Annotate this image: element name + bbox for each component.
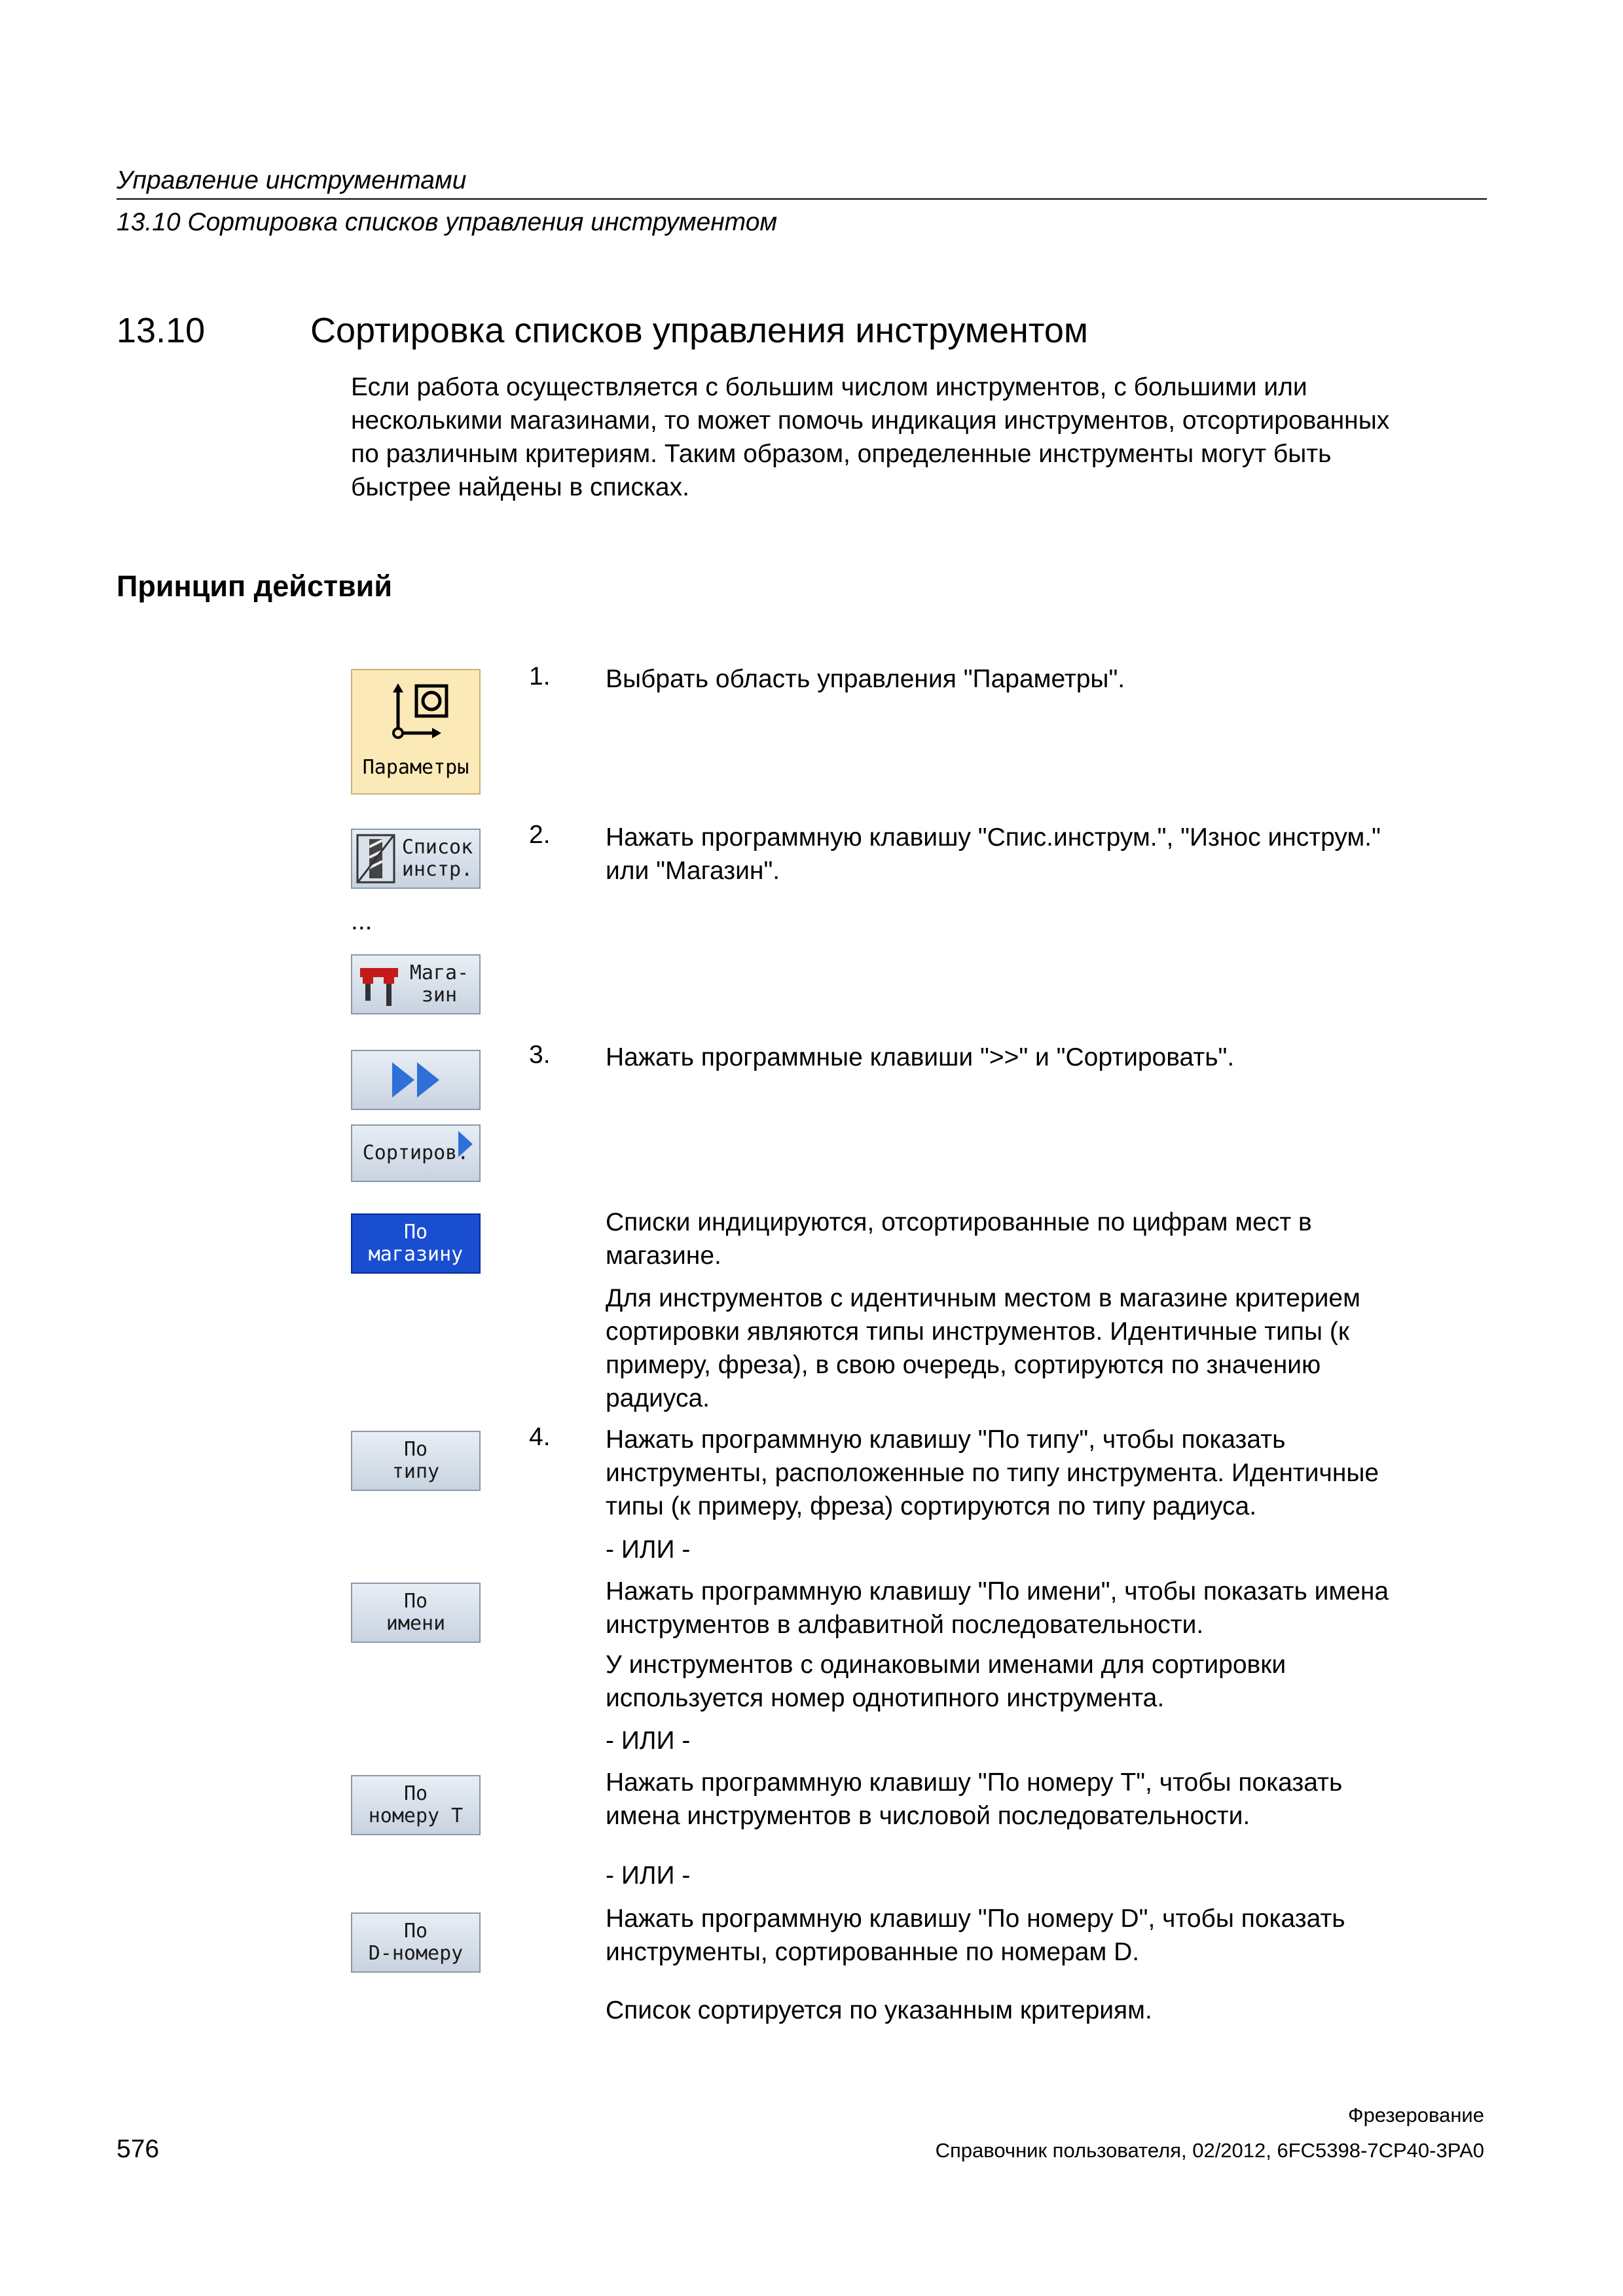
- description-line: примеру, фреза), в свою очередь, сортируются по значению: [606, 1351, 1321, 1379]
- description-line: используется номер однотипного инструмента.: [606, 1684, 1165, 1712]
- step-text-line: или "Магазин".: [606, 857, 780, 885]
- tool-list-label-1: Список: [401, 836, 473, 859]
- step-text-line: инструменты, расположенные по типу инструмента. Идентичные: [606, 1459, 1379, 1487]
- description-line: инструментов в алфавитной последовательности.: [606, 1611, 1204, 1639]
- running-header-chapter: Управление инструментами: [117, 166, 467, 194]
- magazine-icon: [359, 961, 399, 1007]
- description-line: Нажать программную клавишу "По номеру D", чтобы показать: [606, 1905, 1345, 1933]
- by-dnum-softkey[interactable]: [351, 1912, 481, 1973]
- step-text-line: Нажать программную клавишу "Спис.инструм.", "Износ инструм.": [606, 823, 1381, 852]
- magazine-sort-description-2: [606, 1282, 1489, 1415]
- step-1-text: [606, 662, 1489, 696]
- description-line: сортировки являются типы инструментов. Идентичные типы (к: [606, 1318, 1349, 1346]
- magazine-label-2: зин: [421, 984, 458, 1007]
- tool-list-icon: [356, 834, 395, 884]
- step-4-number: 4.: [529, 1423, 551, 1451]
- section-title: Сортировка списков управления инструментом: [310, 311, 1089, 350]
- magazine-sort-description: [606, 1206, 1489, 1272]
- intro-line: Если работа осуществляется с большим числом инструментов, с большими или: [351, 373, 1307, 401]
- parameters-key[interactable]: [351, 669, 481, 795]
- by-name-softkey[interactable]: [351, 1583, 481, 1643]
- tool-list-softkey[interactable]: [351, 829, 481, 889]
- intro-line: несколькими магазинами, то может помочь индикация инструментов, отсортированных: [351, 406, 1390, 435]
- footer-manual: Справочник пользователя, 02/2012, 6FC5398-7CP40-3PA0: [935, 2139, 1484, 2162]
- header-rule: [117, 198, 1487, 200]
- parameters-key-label: Параметры: [362, 756, 469, 779]
- description-line: Списки индицируются, отсортированные по цифрам мест в: [606, 1208, 1312, 1236]
- ellipsis: ...: [351, 907, 373, 935]
- tnum-sort-description: [606, 1766, 1489, 1833]
- or-separator-1: - ИЛИ -: [606, 1535, 691, 1564]
- name-sort-description: [606, 1575, 1489, 1641]
- by-name-label-2: имени: [386, 1612, 446, 1635]
- by-tnum-softkey[interactable]: [351, 1775, 481, 1835]
- step-2-text: [606, 821, 1489, 888]
- by-name-label-1: По: [403, 1590, 428, 1613]
- page-number: 576: [117, 2135, 160, 2163]
- magazine-label-1: Мага-: [409, 961, 469, 984]
- or-separator-3: - ИЛИ -: [606, 1861, 691, 1890]
- double-right-arrow-icon: [390, 1060, 442, 1100]
- step-text-line: Нажать программную клавишу "По типу", чтобы показать: [606, 1426, 1286, 1454]
- tool-list-label-2: инстр.: [401, 858, 473, 881]
- final-result-text: Список сортируется по указанным критериям.: [606, 1996, 1152, 2024]
- by-type-label-2: типу: [392, 1460, 440, 1483]
- sort-label: Сортиров.: [362, 1141, 469, 1164]
- description-line: радиуса.: [606, 1384, 710, 1412]
- step-3-text: [606, 1041, 1489, 1074]
- description-line: Нажать программную клавишу "По имени", чтобы показать имена: [606, 1577, 1389, 1605]
- by-type-label-1: По: [403, 1438, 428, 1461]
- step-text-line: Выбрать область управления "Параметры".: [606, 665, 1125, 693]
- section-number: 13.10: [117, 311, 206, 350]
- dnum-sort-description: [606, 1902, 1489, 1969]
- description-line: У инструментов с одинаковыми именами для сортировки: [606, 1651, 1286, 1679]
- by-magazine-label-1: По: [403, 1221, 428, 1244]
- sort-softkey[interactable]: [351, 1124, 481, 1182]
- intro-line: по различным критериям. Таким образом, определенные инструменты могут быть: [351, 440, 1332, 468]
- step-text-line: Нажать программные клавиши ">>" и "Сортировать".: [606, 1043, 1235, 1071]
- step-4-text: [606, 1423, 1489, 1523]
- description-line: имена инструментов в числовой последовательности.: [606, 1802, 1250, 1830]
- by-tnum-label-1: По: [403, 1782, 428, 1805]
- step-3-number: 3.: [529, 1041, 551, 1069]
- footer-product: Фрезерование: [1348, 2104, 1484, 2126]
- magazine-softkey[interactable]: [351, 954, 481, 1014]
- name-sort-description-2: [606, 1648, 1489, 1715]
- intro-line: быстрее найдены в списках.: [351, 473, 689, 501]
- step-1-number: 1.: [529, 662, 551, 691]
- parameters-icon: [381, 682, 453, 741]
- description-line: инструменты, сортированные по номерам D.: [606, 1938, 1140, 1966]
- running-header-section: 13.10 Сортировка списков управления инструментом: [117, 208, 778, 236]
- step-2-number: 2.: [529, 821, 551, 849]
- subheading: Принцип действий: [117, 569, 392, 603]
- intro-paragraph: [351, 370, 1490, 504]
- by-dnum-label-1: По: [403, 1920, 428, 1943]
- by-dnum-label-2: D-номеру: [368, 1942, 464, 1965]
- by-magazine-label-2: магазину: [368, 1243, 464, 1266]
- description-line: Нажать программную клавишу "По номеру T", чтобы показать: [606, 1768, 1343, 1797]
- by-tnum-label-2: номеру T: [368, 1804, 464, 1827]
- by-type-softkey[interactable]: [351, 1431, 481, 1491]
- step-text-line: типы (к примеру, фреза) сортируются по типу радиуса.: [606, 1492, 1257, 1520]
- by-magazine-softkey[interactable]: [351, 1213, 481, 1274]
- next-softkey[interactable]: [351, 1050, 481, 1110]
- description-line: магазине.: [606, 1242, 721, 1270]
- description-line: Для инструментов с идентичным местом в магазине критерием: [606, 1284, 1360, 1312]
- or-separator-2: - ИЛИ -: [606, 1727, 691, 1755]
